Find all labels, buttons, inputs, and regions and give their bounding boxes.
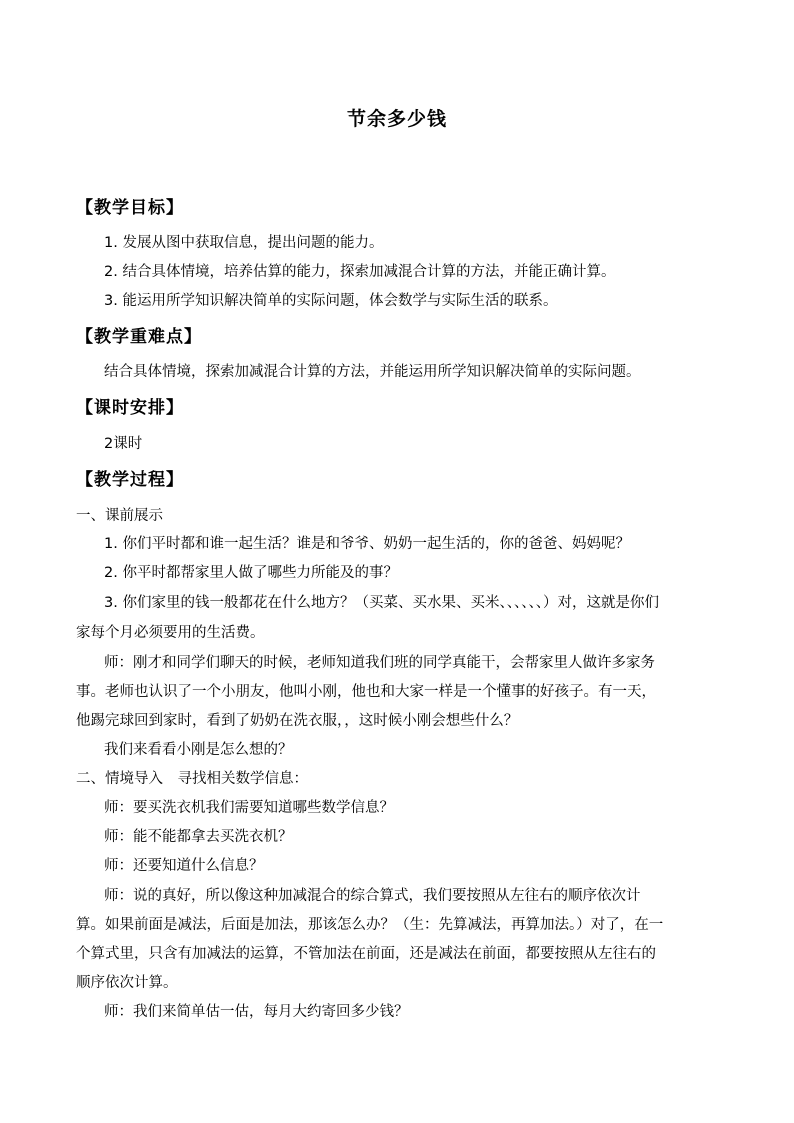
schedule-heading: 【课时安排】 — [76, 398, 184, 418]
teacher-paragraph-5-line-3: 个算式里，只含有加减法的运算，不管加法在前面，还是减法在前面，都要按照从左往右的 — [76, 946, 656, 962]
goal-item-3: 3. 能运用所学知识解决简单的实际问题，体会数学与实际生活的联系。 — [104, 293, 558, 309]
document-title: 节余多少钱 — [346, 108, 447, 130]
question-3-line-1: 3. 你们家里的钱一般都花在什么地方？（买菜、买水果、买米、、、、、、）对，这就是你们 — [104, 595, 659, 611]
teacher-paragraph-1-line-2: 事。老师也认识了一个小朋友，他叫小刚，他也和大家一样是一个懂事的好孩子。有一天， — [76, 684, 656, 700]
question-2: 2. 你平时都帮家里人做了哪些力所能及的事？ — [104, 565, 398, 581]
teacher-line-4: 师：还要知道什么信息？ — [104, 858, 264, 874]
teacher-line-2: 师：要买洗衣机我们需要知道哪些数学信息？ — [104, 800, 394, 816]
key-points-text: 结合具体情境，探索加减混合计算的方法，并能运用所学知识解决简单的实际问题。 — [104, 364, 641, 380]
teacher-paragraph-5-line-1: 师：说的真好，所以像这种加减混合的综合算式，我们要按照从左往右的顺序依次计 — [104, 888, 641, 904]
goal-item-1: 1. 发展从图中获取信息，提出问题的能力。 — [104, 235, 384, 251]
part1-title: 一、课前展示 — [76, 508, 163, 524]
goal-item-2: 2. 结合具体情境，培养估算的能力，探索加减混合计算的方法，并能正确计算。 — [104, 264, 616, 280]
see-xiaogang-text: 我们来看看小刚是怎么想的？ — [104, 742, 293, 758]
question-3-line-2: 家每个月必须要用的生活费。 — [76, 625, 265, 641]
teacher-paragraph-5-line-4: 顺序依次计算。 — [76, 975, 178, 991]
teacher-paragraph-1-line-1: 师：刚才和同学们聊天的时候，老师知道我们班的同学真能干，会帮家里人做许多家务 — [104, 655, 655, 671]
key-points-heading: 【教学重难点】 — [76, 327, 202, 347]
schedule-text: 2课时 — [104, 436, 143, 452]
teacher-paragraph-1-line-3: 他踢完球回到家时，看到了奶奶在洗衣服，，这时候小刚会想些什么？ — [76, 713, 519, 729]
part2-title: 二、情境导入 寻找相关数学信息： — [76, 771, 308, 787]
process-heading: 【教学过程】 — [76, 470, 184, 490]
teacher-paragraph-5-line-2: 算。如果前面是减法，后面是加法，那该怎么办？（生：先算减法，再算加法。）对了，在一 — [76, 917, 664, 933]
goals-heading: 【教学目标】 — [76, 198, 184, 218]
question-1: 1. 你们平时都和谁一起生活？谁是和爷爷、奶奶一起生活的，你的爸爸、妈妈呢？ — [104, 536, 630, 552]
teacher-line-6: 师：我们来简单估一估，每月大约寄回多少钱？ — [104, 1004, 409, 1020]
teacher-line-3: 师：能不能都拿去买洗衣机？ — [104, 829, 293, 845]
